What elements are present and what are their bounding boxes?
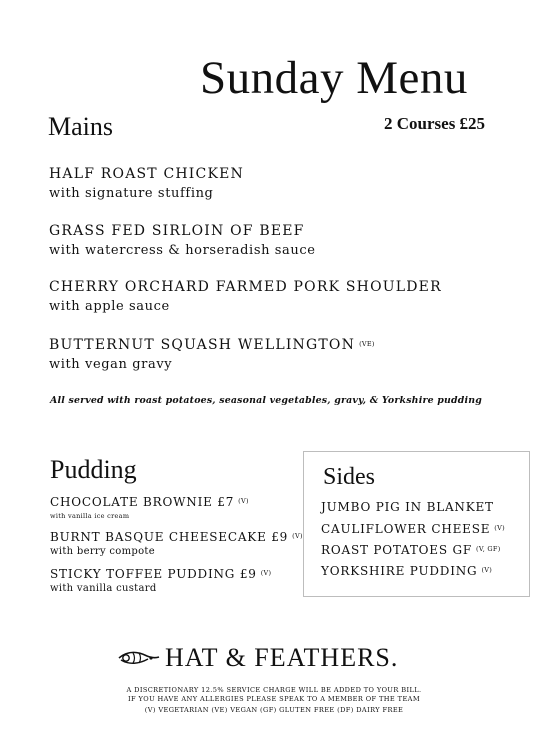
side-item: [321, 562, 492, 579]
main-item-name: HALF ROAST CHICKEN: [49, 166, 244, 182]
brand-name: HAT & FEATHERS.: [165, 643, 399, 672]
pudding-item-name: STICKY TOFFEE PUDDING £9: [50, 567, 257, 581]
pudding-item-desc: with vanilla custard: [50, 583, 157, 594]
dietary-tag: (V): [292, 532, 303, 540]
main-item: [49, 334, 375, 375]
main-item: [49, 164, 244, 204]
menu-title: Sunday Menu: [200, 52, 468, 104]
side-item-name: YORKSHIRE PUDDING: [321, 564, 478, 578]
dietary-tag: (V): [238, 497, 249, 505]
side-item-name: ROAST POTATOES GF: [321, 543, 472, 557]
dietary-tag: (VE): [359, 340, 375, 348]
pudding-item-desc: with berry compote: [50, 546, 155, 557]
side-item-name: JUMBO PIG IN BLANKET: [321, 500, 494, 514]
main-item: [49, 277, 442, 317]
dietary-tag: (V): [494, 524, 505, 532]
side-item: [321, 499, 494, 515]
course-price: 2 Courses £25: [384, 114, 486, 133]
pudding-heading: Pudding: [50, 455, 137, 484]
main-item-desc: with watercress & horseradish sauce: [49, 243, 316, 258]
sides-heading: Sides: [323, 464, 376, 490]
side-item-name: CAULIFLOWER CHEESE: [321, 522, 491, 536]
pudding-item-desc: with vanilla ice cream: [50, 512, 130, 520]
pudding-item: [50, 528, 303, 559]
brand-logo: [117, 643, 398, 673]
pudding-item: [50, 565, 271, 596]
dietary-tag: (V): [481, 566, 493, 574]
pudding-item-name: BURNT BASQUE CHEESECAKE £9: [50, 530, 289, 544]
main-item-name: GRASS FED SIRLOIN OF BEEF: [49, 223, 305, 239]
pudding-item: [50, 493, 249, 522]
side-item: [321, 541, 501, 558]
main-item-desc: with apple sauce: [49, 299, 170, 314]
main-item-desc: with vegan gravy: [49, 357, 173, 372]
feather-ornament-icon: [117, 645, 161, 671]
footer-dietary-key: (V) VEGETARIAN (VE) VEGAN (GF) GLUTEN FREE (DF) DAIRY FREE: [144, 706, 404, 714]
footer-allergies: IF YOU HAVE ANY ALLERGIES PLEASE SPEAK TO A MEMBER OF THE TEAM: [128, 695, 420, 703]
pudding-item-name: CHOCOLATE BROWNIE £7: [50, 495, 235, 509]
main-item-desc: with signature stuffing: [49, 186, 214, 201]
main-item-name: CHERRY ORCHARD FARMED PORK SHOULDER: [49, 279, 442, 295]
side-item: [321, 520, 505, 537]
main-item-name: BUTTERNUT SQUASH WELLINGTON: [49, 337, 356, 353]
dietary-tag: (V): [260, 569, 272, 577]
footer-service-charge: A DISCRETIONARY 12.5% SERVICE CHARGE WILL BE ADDED TO YOUR BILL.: [126, 686, 422, 694]
main-item: [49, 221, 316, 261]
mains-note: All served with roast potatoes, seasonal vegetables, gravy, & Yorkshire pudding: [50, 395, 483, 406]
dietary-tag: (V, GF): [476, 545, 501, 553]
mains-heading: Mains: [48, 112, 113, 141]
